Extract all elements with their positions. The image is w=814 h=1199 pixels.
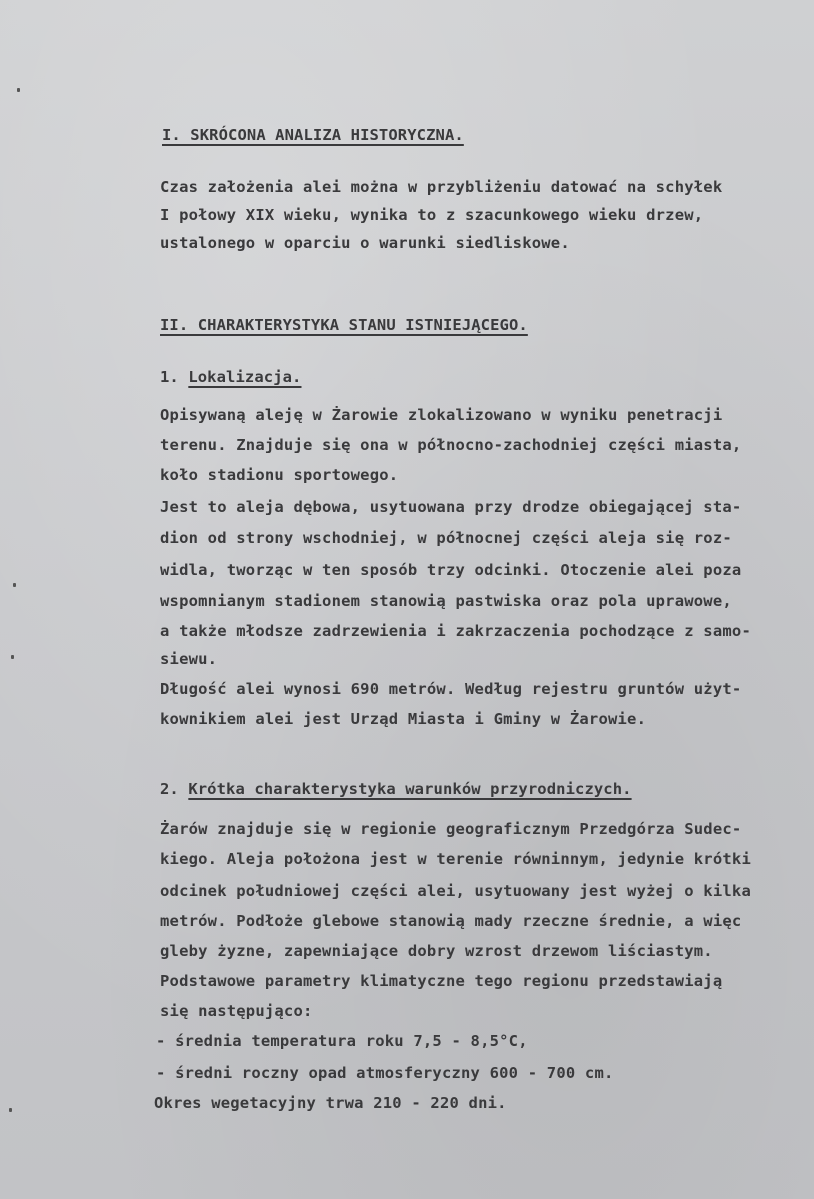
- subsection-1-line: wspomnianym stadionem stanowią pastwiska oraz pola uprawowe,: [160, 592, 732, 610]
- subsection-2-line: Okres wegetacyjny trwa 210 - 220 dni.: [154, 1094, 507, 1112]
- subsection-1-line: kownikiem alei jest Urząd Miasta i Gminy w Żarowie.: [160, 710, 647, 728]
- subsection-1-line: koło stadionu sportowego.: [160, 466, 399, 484]
- margin-mark: [17, 88, 20, 92]
- subsection-2-line: metrów. Podłoże glebowe stanowią mady rzeczne średnie, a więc: [160, 912, 742, 930]
- subsection-1-line: a także młodsze zadrzewienia i zakrzaczenia pochodzące z samo-: [160, 622, 751, 640]
- margin-mark: [9, 1108, 12, 1112]
- subsection-1-line: Jest to aleja dębowa, usytuowana przy drodze obiegającej sta-: [160, 498, 742, 516]
- subsection-1-line: Długość alei wynosi 690 metrów. Według rejestru gruntów użyt-: [160, 680, 742, 698]
- section-1-line: Czas założenia alei można w przybliżeniu datować na schyłek: [160, 178, 723, 196]
- margin-mark: [13, 583, 16, 587]
- subsection-2-line: Żarów znajduje się w regionie geograficznym Przedgórza Sudec-: [160, 820, 742, 838]
- subsection-1-heading: [160, 368, 302, 386]
- section-2-heading: II. CHARAKTERYSTYKA STANU ISTNIEJĄCEGO.: [160, 316, 528, 334]
- subsection-2-line: odcinek południowej części alei, usytuowany jest wyżej o kilka: [160, 882, 751, 900]
- subsection-1-number: 1.: [160, 368, 179, 386]
- subsection-1-title: Lokalizacja.: [188, 368, 302, 386]
- subsection-2-line: gleby żyzne, zapewniające dobry wzrost drzewom liściastym.: [160, 942, 713, 960]
- subsection-1-line: dion od strony wschodniej, w północnej części aleja się roz-: [160, 529, 732, 547]
- subsection-1-line: widla, tworząc w ten sposób trzy odcinki. Otoczenie alei poza: [160, 561, 742, 579]
- subsection-1-line: siewu.: [160, 650, 218, 668]
- subsection-2-line: kiego. Aleja położona jest w terenie równinnym, jedynie krótki: [160, 850, 751, 868]
- subsection-2-line: Podstawowe parametry klimatyczne tego regionu przedstawiają: [160, 972, 723, 990]
- section-1-line: I połowy XIX wieku, wynika to z szacunkowego wieku drzew,: [160, 206, 704, 224]
- subsection-1-line: Opisywaną aleję w Żarowie zlokalizowano w wyniku penetracji: [160, 406, 723, 424]
- subsection-2-line: - średni roczny opad atmosferyczny 600 - 700 cm.: [156, 1064, 614, 1082]
- subsection-2-title: Krótka charakterystyka warunków przyrodniczych.: [188, 780, 632, 798]
- subsection-2-line: - średnia temperatura roku 7,5 - 8,5°C,: [156, 1032, 528, 1050]
- subsection-2-heading: [160, 780, 632, 798]
- subsection-1-line: terenu. Znajduje się ona w północno-zachodniej części miasta,: [160, 436, 742, 454]
- subsection-2-number: 2.: [160, 780, 179, 798]
- section-1-heading: I. SKRÓCONA ANALIZA HISTORYCZNA.: [162, 126, 464, 144]
- section-1-line: ustalonego w oparciu o warunki siedliskowe.: [160, 234, 570, 252]
- subsection-2-line: się następująco:: [160, 1002, 313, 1020]
- margin-mark: [11, 655, 14, 659]
